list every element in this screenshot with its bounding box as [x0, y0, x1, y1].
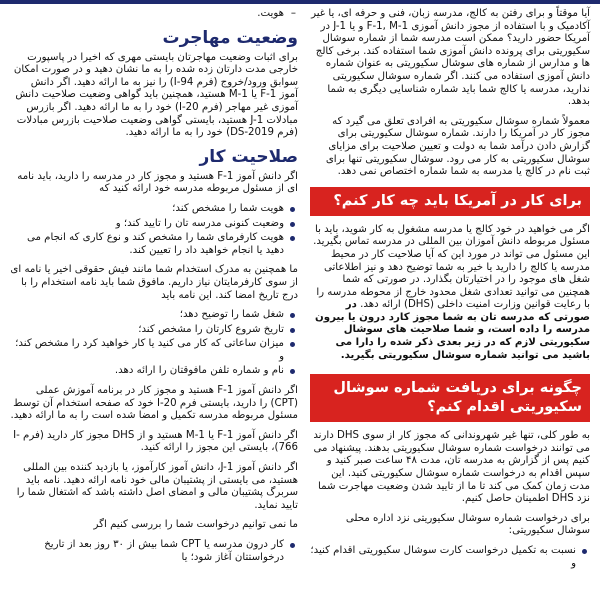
list-item: هویت کارفرمای شما را مشخص کند و نوع کاری که انجام می دهید یا انجام خواهید داد را تعیین کند. [10, 232, 284, 257]
section-title-immigration: وضعیت مهاجرت [162, 27, 298, 48]
list-item: نسبت به تکمیل درخواست کارت سوشال سکیوریتی اقدام کنید؛ و [310, 545, 576, 569]
immigration-paragraph: برای اثبات وضعیت مهاجرتان بایستی مهری که اخیرا در پاسپورت خارجی مدت دارتان زده شده را به ما نشان دهید و در صورت امکان سوابق ورود/خروج (فرم I-94) را نیز به ما ارائه دهید. اگر دانش آموز F-1 یا M-1 هستید، همچنین باید گواهی وضعیت صلاحیت دانش آموزی غیر مهاجر (فرم I-20) خود را به ما ارائه دهید. اگر بازرس مبادلات J-1 هستید، بایستی گواهی وضعیت صلاحیت بازرس مبادلات (فرم DS-2019) خود را به ما ارائه دهید. [13, 51, 298, 139]
apply-list [310, 545, 590, 570]
apply-paragraph-1: به طور کلی، تنها غیر شهروندانی که مجوز کار از سوی DHS دارند می توانند درخواست شماره سوشال سکیوریتی بدهند. پیشنهاد می کنیم پس از گزارش به مدرسه تان، مدت ۴۸ ساعت صبر کنید و سپس اقدام به درخواست شماره سوشال سکیوریتی کنید. این مدت زمان کمک می کند تا ما از تایید شدن وضعیت مهاجرت شما نزد DHS اطمینان حاصل کنیم. [313, 430, 590, 505]
intro-paragraph-2: معمولاً شماره سوشال سکیوریتی به افرادی تعلق می گیرد که مجوز کار در آمریکا را دارند. شماره سوشال سکیوریتی برای گزارش دادن درآمد شما به دولت و تعیین صلاحیت برای مزایای سوشال سکیوریتی به کار می رود. سوشال سکیوریتی تنها برای ثبت نام در کالج یا مدرسه به شما شماره اختصاص نمی دهد. [325, 115, 590, 178]
list-item: نام و شماره تلفن مافوقتان را ارائه دهد. [10, 365, 284, 378]
review-list [10, 539, 298, 564]
work-bold-text: در صورتی که مدرسه تان به شما مجوز کارد درون یا بیرون مدرسه را داده است، و شما صلاحیت های سوشال سکیوریتی لازم که در زیر بعدی ذکر شده را دارا می باشید می توانید شماره سوشال سکیوریتی بگیرید. [315, 299, 590, 361]
list-item: تاریخ شروع کارتان را مشخص کند؛ [10, 324, 284, 337]
right-column [310, 8, 590, 577]
work-paragraph [310, 224, 590, 363]
employment-letter-list [10, 309, 298, 378]
ead-paragraph: اگر دانش آموز F-1 یا M-1 هستید و از DHS مجوز کار دارید (فرم I-766)، بایستی این مجوز را ارائه کنید. [13, 429, 298, 454]
banner-work-in-us: برای کار در آمریکا باید چه کار کنم؟ [310, 187, 590, 216]
left-column [10, 8, 298, 571]
banner-apply: چگونه برای دریافت شماره سوشال سکیوریتی اقدام کنم؟ [310, 374, 590, 422]
employer-paragraph: ما همچنین به مدرک استخدام شما مانند فیش حقوقی اخیر یا نامه ای از سوی کارفرمایتان نیاز داریم. مافوق شما باید نامه استخدام را با درج تاریخ امضا کند. این نامه باید [10, 264, 298, 301]
work-text: اگر می خواهید در خود کالج یا مدرسه مشغول به کار شوید، باید با مسئول مربوطه دانش آموزان بین المللی در مدرسه تماس بگیرید. این مسئول می تواند در مورد این که آیا صلاحیت کار در محیط مدرسه یا کالج را دارید یا خیر به شما توضیح دهد و نیز اطلاعاتی شغل های موجود را در اختیارتان بگذارد. در صورتی که شما همچنین می توانید تعدادی شغل محدود خارج از محوطه مدرسه را با رعایت قوانین وزارت امنیت داخلی (DHS) ارائه دهد. [313, 223, 590, 311]
j1-paragraph: اگر دانش آموز J-1، دانش آموز کارآموز، یا بازدید کننده بین المللی هستید، می بایستی از پشتیبان مالی خود نامه ارائه دهید. نامه باید سربرگ پشتیبان مالی و امضای اصل داشته باشد که اشتغال شما را تایید نماید. [16, 462, 298, 511]
cpt-paragraph: اگر دانش آموز F-1 هستید و مجوز کار در برنامه آموزش عملی (CPT) را دارید، بایستی فرم I-20 خود که صفحه استخدام آن توسط مسئول مربوطه مدرسه تکمیل و امضا شده است را به ما ارائه دهید. [10, 385, 298, 422]
list-item: – هویت. [10, 8, 284, 21]
intro-paragraph-1: آیا موقتاً و برای رفتن به کالج، مدرسه زبان، فنی و حرفه ای، یا غیر آکادمیک و با استفاده از مجوز دانش آموزی F-1, M-1 و یا J-1 در آمریکا حضور دارید؟ ممکن است مدرسه شما از شماره سوشال سکیوریتی برای پرونده دانش آموزی شما استفاده کند. برخی کالج ها و مدارس از شماره های سوشال سکیوریتی به عنوان شماره دانش آموزی استفاده می کنند. اگر شماره سوشال سکیوریتی ندارید، مدرسه یا کالج شما باید شماره شناسایی دیگری به شما بدهد. [311, 8, 590, 108]
list-item: میزان ساعاتی که کار می کنید یا کار خواهید کرد را مشخص کند؛ و [10, 338, 284, 363]
school-letter-list [10, 203, 298, 257]
section-title-eligibility: صلاحیت کار [199, 146, 298, 167]
review-paragraph: ما نمی توانیم درخواست شما را بررسی کنیم اگر [93, 519, 298, 531]
list-item: وضعیت کنونی مدرسه تان را تایید کند؛ و [10, 218, 284, 231]
eligibility-paragraph: اگر دانش آموز F-1 هستید و مجوز کار در مدرسه را دارید، باید نامه ای از مسئول مربوطه مدرسه خود ارائه کنید که [17, 170, 298, 195]
list-item: کار درون مدرسه یا CPT شما بیش از ۳۰ روز بعد از تاریخ درخواستتان آغاز شود؛ یا [10, 539, 284, 564]
apply-paragraph-2: برای درخواست شماره سوشال سکیوریتی نزد اداره محلی سوشال سکیوریتی: [345, 512, 590, 537]
list-item: شغل شما را توضیح دهد؛ [10, 309, 284, 322]
list-item: هویت شما را مشخص کند؛ [10, 203, 284, 216]
identity-list [10, 8, 298, 21]
header-bar [0, 0, 600, 4]
